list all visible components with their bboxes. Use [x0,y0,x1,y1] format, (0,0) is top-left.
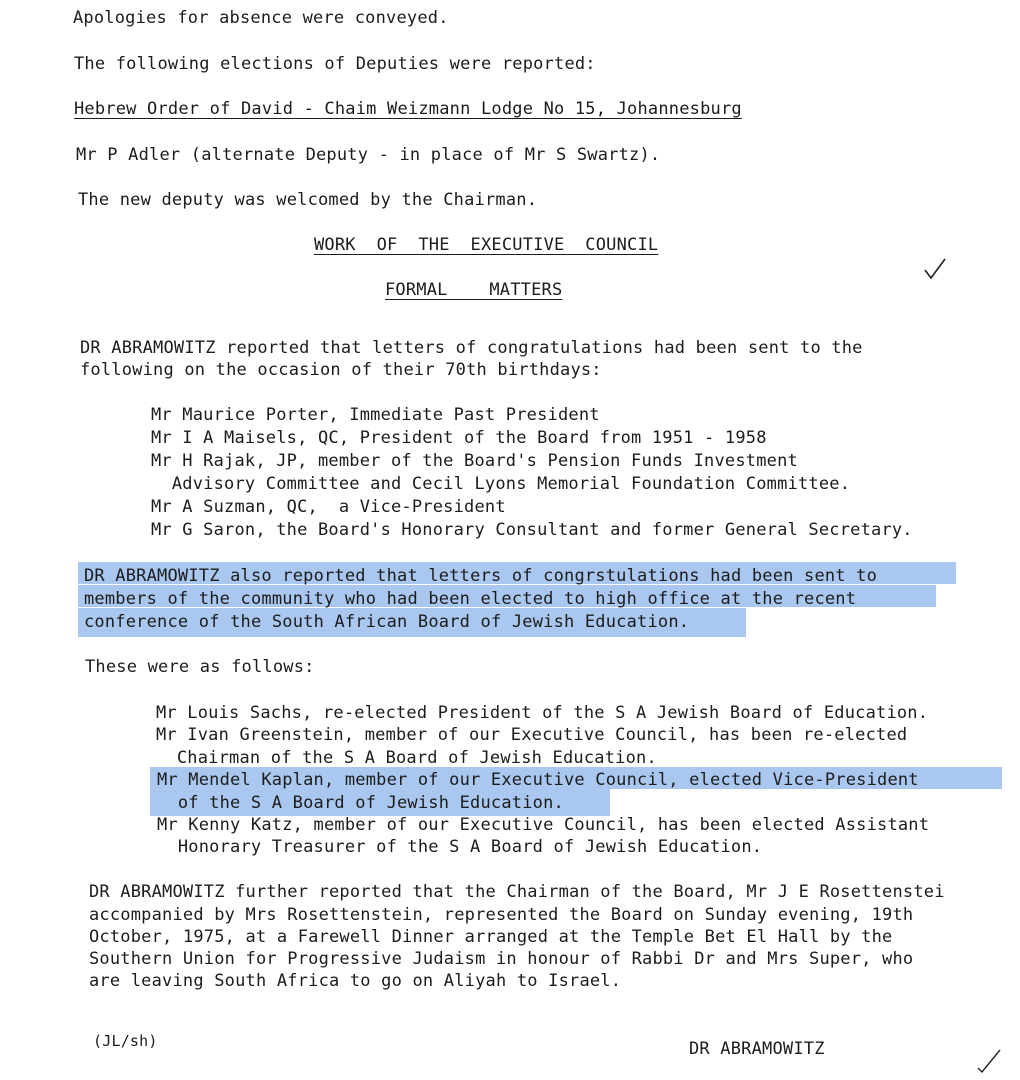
list-item: Mr H Rajak, JP, member of the Board's Pension Funds Investment [151,451,798,471]
paragraph-line: October, 1975, at a Farewell Dinner arranged at the Temple Bet El Hall by the [89,927,893,947]
list-item: Mr Maurice Porter, Immediate Past President [151,405,600,425]
list-item: Mr Ivan Greenstein, member of our Executive Council, has been re-elected [156,725,908,745]
paragraph-line: accompanied by Mrs Rosettenstein, represented the Board on Sunday evening, 19th [89,905,914,925]
list-item: Mr I A Maisels, QC, President of the Board from 1951 - 1958 [151,428,767,448]
elections-line: The following elections of Deputies were reported: [74,54,596,74]
paragraph-line: DR ABRAMOWITZ reported that letters of congratulations had been sent to the [80,338,863,358]
paragraph-line: members of the community who had been elected to high office at the recent [84,589,857,609]
signature-name: DR ABRAMOWITZ [689,1039,825,1059]
list-item: Mr Kenny Katz, member of our Executive Council, has been elected Assistant [157,815,930,835]
checkmark-icon [974,1046,1004,1076]
paragraph-line: following on the occasion of their 70th birthdays: [80,360,602,380]
list-item: Chairman of the S A Board of Jewish Education. [156,748,657,768]
list-item: Mr G Saron, the Board's Honorary Consultant and former General Secretary. [151,520,913,540]
section-heading-work: WORK OF THE EXECUTIVE COUNCIL [314,235,659,255]
paragraph-line: are leaving South Africa to go on Aliyah to Israel. [89,971,622,991]
section-heading-formal: FORMAL MATTERS [385,280,563,300]
apologies-line: Apologies for absence were conveyed. [73,8,449,28]
paragraph-line: DR ABRAMOWITZ also reported that letters of congrstulations had been sent to [84,566,878,586]
lodge-heading: Hebrew Order of David - Chaim Weizmann Lodge No 15, Johannesburg [74,99,742,119]
typist-initials: (JL/sh) [93,1032,158,1050]
list-item: Mr A Suzman, QC, a Vice-President [151,497,506,517]
follows-line: These were as follows: [85,657,315,677]
welcome-line: The new deputy was welcomed by the Chairman. [78,190,538,210]
list-item: Mr Mendel Kaplan, member of our Executive Council, elected Vice-President [157,770,919,790]
list-item: of the S A Board of Jewish Education. [157,793,564,813]
paragraph-line: Southern Union for Progressive Judaism in honour of Rabbi Dr and Mrs Super, who [89,949,914,969]
list-item: Honorary Treasurer of the S A Board of Jewish Education. [157,837,763,857]
list-item: Advisory Committee and Cecil Lyons Memorial Foundation Committee. [151,474,851,494]
paragraph-line: DR ABRAMOWITZ further reported that the Chairman of the Board, Mr J E Rosettenstei [89,882,945,902]
paragraph-line: conference of the South African Board of Jewish Education. [84,612,690,632]
checkmark-icon [922,256,948,282]
adler-line: Mr P Adler (alternate Deputy - in place of Mr S Swartz). [76,145,661,165]
list-item: Mr Louis Sachs, re-elected President of the S A Jewish Board of Education. [156,703,929,723]
